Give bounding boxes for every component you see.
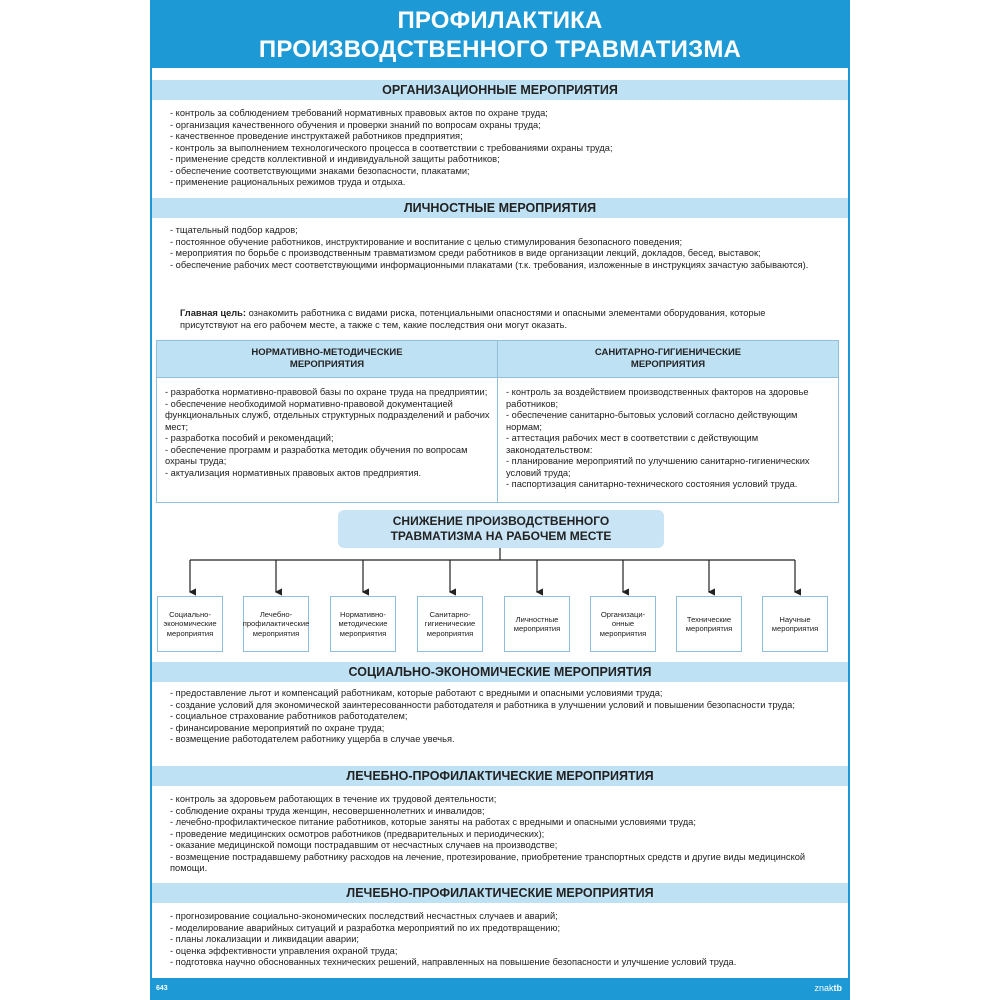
section-heading-medical: ЛЕЧЕБНО-ПРОФИЛАКТИЧЕСКИЕ МЕРОПРИЯТИЯ	[152, 766, 848, 786]
list-item: - актуализация нормативных правовых актов предприятия.	[165, 467, 422, 478]
list-item: - организация качественного обучения и проверки знаний по вопросам охраны труда;	[170, 119, 541, 130]
list-item: - проведение медицинских осмотров работников (предварительных и периодических);	[170, 828, 545, 839]
medical2-list	[170, 911, 840, 969]
diagram-hub-line2: ТРАВМАТИЗМА НА РАБОЧЕМ МЕСТЕ	[390, 529, 612, 543]
section-heading-medical-2: ЛЕЧЕБНО-ПРОФИЛАКТИЧЕСКИЕ МЕРОПРИЯТИЯ	[152, 883, 848, 903]
diagram-hub-line1: СНИЖЕНИЕ ПРОИЗВОДСТВЕННОГО	[392, 514, 610, 528]
medical-list	[170, 794, 840, 875]
normative-heading	[157, 341, 497, 378]
diagram-hub	[338, 510, 664, 548]
list-item: - возмещение пострадавшему работнику расходов на лечение, протезирование, приобретение транспортных средств и другие виды медицинской помощи.	[170, 851, 806, 873]
sanitary-heading	[498, 341, 838, 378]
list-item: - качественное проведение инструктажей работников предприятия;	[170, 131, 463, 141]
sanitary-heading-line1: САНИТАРНО-ГИГИЕНИЧЕСКИЕ	[594, 347, 742, 358]
diagram-box: Лечебно-профилактические мероприятия	[243, 596, 309, 652]
main-goal-text: ознакомить работника с видами риска, потенциальными опасностями и опасными элементами оборудования, которые присутствуют на его рабочем месте, а также с тем, какие последствия они могут оказать.	[180, 308, 766, 330]
diagram-connectors	[152, 548, 848, 598]
list-item: - возмещение работодателем работнику ущерба в случае увечья.	[170, 734, 455, 744]
diagram-box: Технические мероприятия	[676, 596, 742, 652]
list-item: - обеспечение программ и разработка методик обучения по вопросам охраны труда;	[165, 444, 468, 466]
main-goal-label: Главная цель:	[180, 308, 246, 318]
list-item: - контроль за здоровьем работающих в течение их трудовой деятельности;	[170, 794, 497, 804]
section-heading-organizational: ОРГАНИЗАЦИОННЫЕ МЕРОПРИЯТИЯ	[152, 80, 848, 100]
list-item: - обеспечение санитарно-бытовых условий согласно действующим нормам;	[506, 410, 798, 432]
list-item: - паспортизация санитарно-технического состояния условий труда.	[506, 479, 798, 489]
sanitary-heading-line2: МЕРОПРИЯТИЯ	[630, 359, 706, 370]
poster	[150, 0, 850, 1000]
list-item: - тщательный подбор кадров;	[170, 225, 298, 235]
list-item: - применение рациональных режимов труда и отдыха.	[170, 177, 406, 187]
list-item: - обеспечение соответствующими знаками безопасности, плакатами;	[170, 165, 470, 176]
diagram-box: Социально-экономические мероприятия	[157, 596, 223, 652]
list-item: - создание условий для экономической заинтересованности работодателя и работника в улучшении условий и повышении безопасности труда;	[170, 699, 795, 710]
list-item: - предоставление льгот и компенсаций работникам, которые работают с вредными и опасными условиями труда;	[170, 688, 663, 698]
list-item: - мероприятия по борьбе с производственным травматизмом среди работников в виде организации лекций, докладов, бесед, выставок;	[170, 248, 761, 258]
list-item: - лечебно-профилактическое питание работников, которые заняты на работах с вредными и опасными условиями труда;	[170, 817, 696, 827]
diagram-box: Санитарно-гигиенические мероприятия	[417, 596, 483, 652]
socioeconomic-list	[170, 688, 840, 746]
list-item: - постоянное обучение работников, инструктирование и воспитание с целью стимулирования безопасного поведения;	[170, 236, 683, 247]
list-item: - соблюдение охраны труда женщин, несовершеннолетних и инвалидов;	[170, 805, 485, 816]
poster-content	[152, 68, 848, 978]
list-item: - социальное страхование работников работодателем;	[170, 711, 408, 721]
two-column-table	[156, 340, 839, 503]
list-item: - разработка нормативно-правовой базы по охране труда на предприятии;	[165, 387, 488, 397]
section-heading-socioeconomic: СОЦИАЛЬНО-ЭКОНОМИЧЕСКИЕ МЕРОПРИЯТИЯ	[152, 662, 848, 682]
normative-heading-line2: МЕРОПРИЯТИЯ	[289, 359, 365, 370]
brand-logo-suffix: tb	[833, 983, 842, 993]
normative-heading-line1: НОРМАТИВНО-МЕТОДИЧЕСКИЕ	[251, 347, 403, 358]
poster-title	[150, 6, 850, 64]
brand-logo-prefix: znak	[814, 983, 834, 993]
diagram-box: Личностные мероприятия	[504, 596, 570, 652]
list-item: - применение средств коллективной и индивидуальной защиты работников;	[170, 154, 500, 164]
diagram-box: Научные мероприятия	[762, 596, 828, 652]
normative-list	[165, 387, 495, 479]
list-item: - оказание медицинской помощи пострадавшим от несчастных случаев на производстве;	[170, 840, 558, 850]
list-item: - контроль за воздействием производственных факторов на здоровье работников;	[506, 387, 809, 409]
brand-logo	[814, 983, 842, 993]
sanitary-column	[498, 341, 838, 502]
list-item: - аттестация рабочих мест в соответствии с действующим законодательством:	[506, 433, 759, 455]
section-heading-personal: ЛИЧНОСТНЫЕ МЕРОПРИЯТИЯ	[152, 198, 848, 218]
list-item: - моделирование аварийных ситуаций и разработка мероприятий по их предотвращению;	[170, 922, 561, 933]
list-item: - оценка эффективности управления охраной труда;	[170, 945, 398, 956]
diagram-box: Организаци-онные мероприятия	[590, 596, 656, 652]
list-item: - планирование мероприятий по улучшению санитарно-гигиенических условий труда;	[506, 456, 810, 478]
list-item: - подготовка научно обоснованных технических решений, направленных на повышение безопасности и улучшение условий труда.	[170, 957, 737, 967]
personal-list	[170, 225, 840, 271]
list-item: - контроль за соблюдением требований нормативных правовых актов по охране труда;	[170, 108, 548, 118]
list-item: - прогнозирование социально-экономических последствий несчастных случаев и аварий;	[170, 911, 558, 921]
organizational-list	[170, 108, 840, 189]
list-item: - обеспечение рабочих мест соответствующими информационными плакатами (т.к. требования, изложенные в инструкциях зачастую забываются).	[170, 259, 809, 270]
list-item: - контроль за выполнением технологического процесса в соответствии с требованиями охраны труда;	[170, 142, 613, 153]
normative-column	[157, 341, 498, 502]
list-item: - разработка пособий и рекомендаций;	[165, 433, 334, 443]
list-item: - финансирование мероприятий по охране труда;	[170, 722, 385, 733]
main-goal	[180, 308, 820, 331]
list-item: - обеспечение необходимой нормативно-правовой документацией функциональных служб, отдельных структурных подразделений и рабочих мест;	[165, 398, 490, 432]
sanitary-list	[506, 387, 836, 491]
diagram-box: Нормативно-методические мероприятия	[330, 596, 396, 652]
poster-title-line1: ПРОФИЛАКТИКА	[397, 7, 603, 34]
poster-code: 643	[156, 985, 168, 992]
poster-title-line2: ПРОИЗВОДСТВЕННОГО ТРАВМАТИЗМА	[258, 36, 742, 63]
list-item: - планы локализации и ликвидации аварии;	[170, 934, 359, 944]
